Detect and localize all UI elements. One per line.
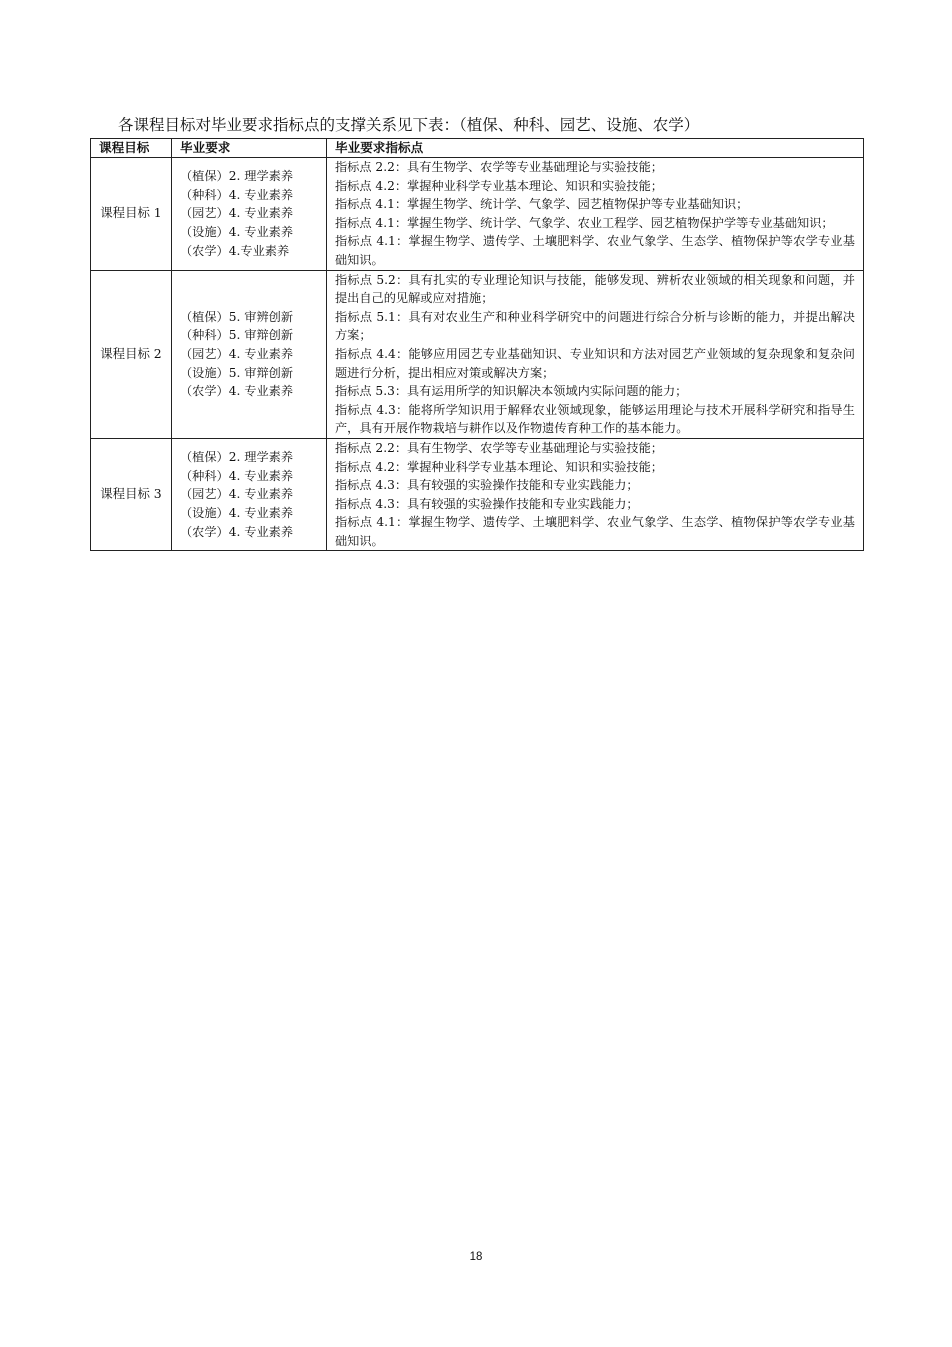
indicator-cell: [327, 158, 864, 271]
indicator-item: 指标点 4.4：能够应用园艺专业基础知识、专业知识和方法对园艺产业领域的复杂现象和复杂问题进行分析，提出相应对策或解决方案；: [335, 346, 855, 380]
indicator-item: 指标点 5.2：具有扎实的专业理论知识与技能，能够发现、辨析农业领域的相关现象和问题，并提出自己的见解或应对措施；: [335, 272, 855, 306]
indicator-item: 指标点 4.3：具有较强的实验操作技能和专业实践能力；: [335, 478, 639, 493]
indicator-item: 指标点 4.1：掌握生物学、遗传学、土壤肥料学、农业气象学、生态学、植物保护等农学专业基础知识。: [335, 234, 855, 267]
header-indicator-point: 毕业要求指标点: [327, 139, 864, 158]
table-caption: 各课程目标对毕业要求指标点的支撑关系见下表：（植保、种科、园艺、设施、农学）: [118, 116, 700, 134]
header-course-goal: 课程目标: [91, 139, 172, 158]
indicator-item: 指标点 4.1：掌握生物学、统计学、气象学、农业工程学、园艺植物保护学等专业基础知识；: [335, 215, 834, 230]
table-row: [91, 158, 864, 271]
requirement-item: （种科）4. 专业素养: [180, 187, 294, 202]
course-goal-cell: 课程目标 2: [91, 270, 172, 438]
indicator-item: 指标点 5.3：具有运用所学的知识解决本领域内实际问题的能力；: [335, 384, 688, 399]
indicator-item: 指标点 4.1：掌握生物学、统计学、气象学、园艺植物保护等专业基础知识；: [335, 197, 749, 212]
header-graduation-requirement: 毕业要求: [172, 139, 327, 158]
table-header-row: [91, 139, 864, 158]
indicator-item: 指标点 5.1：具有对农业生产和种业科学研究中的问题进行综合分析与诊断的能力，并提出解决方案；: [335, 309, 855, 343]
requirement-item: （植保）5. 审辨创新: [180, 309, 294, 324]
support-relationship-table: [90, 138, 864, 551]
requirement-cell: [172, 270, 327, 438]
indicator-item: 指标点 2.2：具有生物学、农学等专业基础理论与实验技能；: [335, 440, 663, 455]
indicator-item: 指标点 2.2：具有生物学、农学等专业基础理论与实验技能；: [335, 160, 663, 174]
requirement-item: （设施）5. 审辩创新: [180, 365, 294, 380]
indicator-item: 指标点 4.1：掌握生物学、遗传学、土壤肥料学、农业气象学、生态学、植物保护等农学专业基础知识。: [335, 515, 855, 548]
table-row: [91, 438, 864, 551]
requirement-item: （农学）4.专业素养: [180, 243, 290, 258]
requirement-item: （种科）5. 审辩创新: [180, 328, 294, 343]
indicator-item: 指标点 4.3：能将所学知识用于解释农业领域现象，能够运用理论与技术开展科学研究和指导生产，具有开展作物栽培与耕作以及作物遗传育种工作的基本能力。: [335, 402, 855, 436]
requirement-item: （种科）4. 专业素养: [180, 468, 294, 483]
requirement-item: （设施）4. 专业素养: [180, 505, 294, 520]
requirement-item: （园艺）4. 专业素养: [180, 487, 294, 502]
indicator-cell: [327, 438, 864, 551]
page-number: 18: [469, 1251, 483, 1263]
indicator-item: 指标点 4.2：掌握种业科学专业基本理论、知识和实验技能；: [335, 459, 663, 474]
requirement-cell: [172, 438, 327, 551]
indicator-cell: [327, 270, 864, 438]
requirement-item: （植保）2. 理学素养: [180, 450, 294, 465]
indicator-item: 指标点 4.2：掌握种业科学专业基本理论、知识和实验技能；: [335, 178, 663, 193]
indicator-item: 指标点 4.3：具有较强的实验操作技能和专业实践能力；: [335, 496, 639, 511]
table-row: [91, 270, 864, 438]
requirement-item: （植保）2. 理学素养: [180, 169, 294, 184]
course-goal-cell: 课程目标 1: [91, 158, 172, 271]
course-goal-cell: 课程目标 3: [91, 438, 172, 551]
requirement-item: （园艺）4. 专业素养: [180, 206, 294, 221]
requirement-item: （设施）4. 专业素养: [180, 225, 294, 240]
requirement-item: （园艺）4. 专业素养: [180, 346, 294, 361]
requirement-cell: [172, 158, 327, 271]
requirement-item: （农学）4. 专业素养: [180, 384, 294, 399]
requirement-item: （农学）4. 专业素养: [180, 524, 294, 539]
